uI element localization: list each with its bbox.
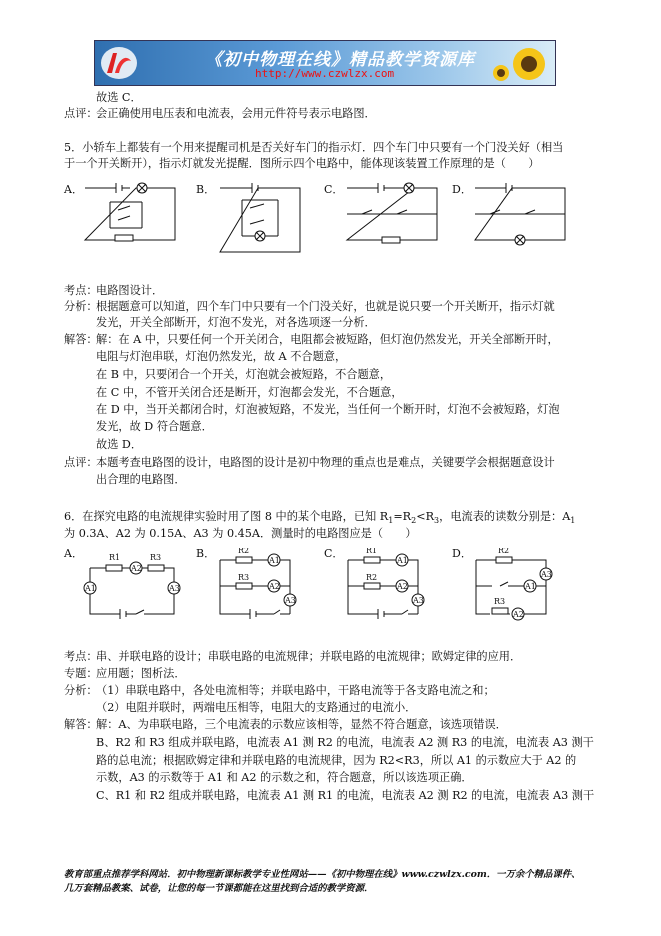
svg-text:A3: A3 (541, 570, 552, 579)
svg-text:A2: A2 (397, 582, 408, 591)
q6-jieda5: C、R1 和 R2 组成并联电路，电流表 A1 测 R1 的电流，电流表 A2 测 R2 的电流，电流表 A3 测干 (96, 789, 595, 802)
svg-text:A2: A2 (269, 582, 280, 591)
q6-kaodian-label: 考点： (64, 650, 98, 663)
q6-jieda1: 解：A、为串联电路，三个电流表的示数应该相等，显然不符合题意，该选项错误． (96, 718, 507, 731)
q6-jieda3: 路的总电流；根据欧姆定律和并联电路的电流规律，因为 R2<R3，所以 A1 的示数应大于 A2 的 (96, 754, 577, 767)
q6-circuit-d (470, 548, 570, 622)
q5-jieda4: 在 C 中，不管开关闭合还是断开，灯泡都会发光，不合题意， (96, 386, 403, 399)
q5-circuit-b (212, 180, 307, 260)
svg-text:R2: R2 (238, 548, 250, 555)
footer-line1: 教育部重点推荐学科网站．初中物理新课标教学专业性网站——《初中物理在线》www.czwlzx.com．一万余个精品课件、 (64, 869, 581, 880)
q5-circuit-a (80, 180, 180, 250)
q5-dianping-label: 点评： (64, 456, 98, 469)
q5-dianping1: 本题考查电路图的设计，电路图的设计是初中物理的重点也是难点，关键要学会根据题意设计 (96, 456, 555, 469)
svg-text:A3: A3 (413, 596, 424, 605)
banner-title: 《初中物理在线》精品教学资源库 (205, 50, 475, 70)
q6-jieda4: 示数，A3 的示数等于 A1 和 A2 的示数之和，符合题意，所以该选项正确． (96, 771, 473, 784)
q5-option-d-label: D． (452, 183, 472, 196)
svg-text:A1: A1 (397, 556, 408, 565)
svg-text:A1: A1 (269, 556, 280, 565)
svg-text:R1: R1 (109, 553, 121, 562)
q5-jieda1: 解：在 A 中，只要任何一个开关闭合，电阻都会被短路，但灯泡仍然发光，开关全部断开时， (96, 333, 559, 346)
q6-line1: 6．在探究电路的电流规律实验时用了图 8 中的某个电路，已知 $R_1=R_2<R_3$，电流表的读数分别是：$A_1$ (64, 510, 576, 526)
q5-circuit-d (470, 180, 570, 250)
q6-circuit-c (342, 548, 442, 622)
svg-text:R3: R3 (238, 573, 250, 582)
q5-option-b-label: B． (196, 183, 216, 196)
q5-fenxi-label: 分析： (64, 300, 98, 313)
q6-fenxi2: （2）电阻并联时，两端电压相等，电阻大的支路通过的电流小． (96, 701, 417, 714)
q5-jieda3: 在 B 中，只要闭合一个开关，灯泡就会被短路，不合题意， (96, 368, 392, 381)
q6-fenxi1: （1）串联电路中，各处电流相等；并联电路中，干路电流等于各支路电流之和； (96, 684, 495, 697)
q6-option-a-label: A． (64, 547, 83, 560)
q5-kaodian: 电路图设计． (96, 284, 164, 297)
q5-jieda-label: 解答： (64, 333, 98, 346)
q5-jieda6: 发光，故 D 符合题意． (96, 420, 213, 433)
q5-line2: 于一个开关断开），指示灯就发光提醒．图所示四个电路中，能体现该装置工作原理的是（ ） (64, 157, 540, 170)
q5-circuit-c (342, 180, 442, 250)
svg-text:A1: A1 (85, 584, 96, 593)
q6-line2: 为 0.3A、A2 为 0.15A、A3 为 0.45A．测量时的电路图应是（ ） (64, 527, 417, 540)
prev-comment-label: 点评： (64, 107, 98, 120)
svg-text:A3: A3 (285, 596, 296, 605)
q6-jieda2: B、R2 和 R3 组成并联电路，电流表 A1 测 R2 的电流，电流表 A2 测 R3 的电流，电流表 A3 测干 (96, 736, 594, 749)
q6-jieda-label: 解答： (64, 718, 98, 731)
q6-option-c-label: C． (324, 547, 344, 560)
q5-fenxi2: 发光，开关全部断开，灯泡不发光，对各选项逐一分析． (96, 316, 376, 329)
svg-text:A2: A2 (513, 610, 524, 619)
q6-kaodian: 串、并联电路的设计；串联电路的电流规律；并联电路的电流规律；欧姆定律的应用． (96, 650, 522, 663)
q5-answer: 故选 D． (96, 438, 143, 451)
q6-option-b-label: B． (196, 547, 216, 560)
sunflower-icon (489, 45, 549, 83)
q6-zhuanti: 应用题；图析法． (96, 667, 186, 680)
banner-url[interactable]: http://www.czwlzx.com (255, 67, 395, 80)
q6-zhuanti-label: 专题： (64, 667, 98, 680)
prev-comment: 会正确使用电压表和电流表，会用元件符号表示电路图． (96, 107, 376, 120)
svg-text:R3: R3 (494, 597, 506, 606)
q5-dianping2: 出合理的电路图． (96, 473, 186, 486)
svg-text:R2: R2 (498, 548, 510, 555)
svg-text:A2: A2 (131, 564, 142, 573)
q5-line1: 5．小轿车上都装有一个用来提醒司机是否关好车门的指示灯．四个车门中只要有一个门没关好（相当 (64, 141, 564, 154)
svg-text:R2: R2 (366, 573, 378, 582)
q6-option-d-label: D． (452, 547, 472, 560)
header-banner (94, 40, 556, 86)
q5-jieda5: 在 D 中，当开关都闭合时，灯泡被短路，不发光，当任何一个断开时，灯泡不会被短路，灯泡 (96, 403, 560, 416)
q6-circuit-b (214, 548, 314, 622)
q5-option-a-label: A． (64, 183, 83, 196)
svg-text:R3: R3 (150, 553, 162, 562)
svg-text:R1: R1 (366, 548, 378, 555)
q6-circuit-a (82, 548, 182, 622)
q5-jieda2: 电阻与灯泡串联，灯泡仍然发光，故 A 不合题意， (96, 350, 347, 363)
q6-fenxi-label: 分析： (64, 684, 98, 697)
q5-option-c-label: C． (324, 183, 344, 196)
prev-answer: 故选 C． (96, 91, 142, 104)
footer-line2: 几万套精品教案、试卷，让您的每一节课都能在这里找到合适的教学资源． (64, 883, 374, 894)
q5-kaodian-label: 考点： (64, 284, 98, 297)
q5-fenxi1: 根据题意可以知道，四个车门中只要有一个门没关好，也就是说只要一个开关断开，指示灯就 (96, 300, 555, 313)
site-logo-icon (99, 43, 139, 83)
svg-text:A1: A1 (525, 582, 536, 591)
svg-text:A3: A3 (169, 584, 180, 593)
